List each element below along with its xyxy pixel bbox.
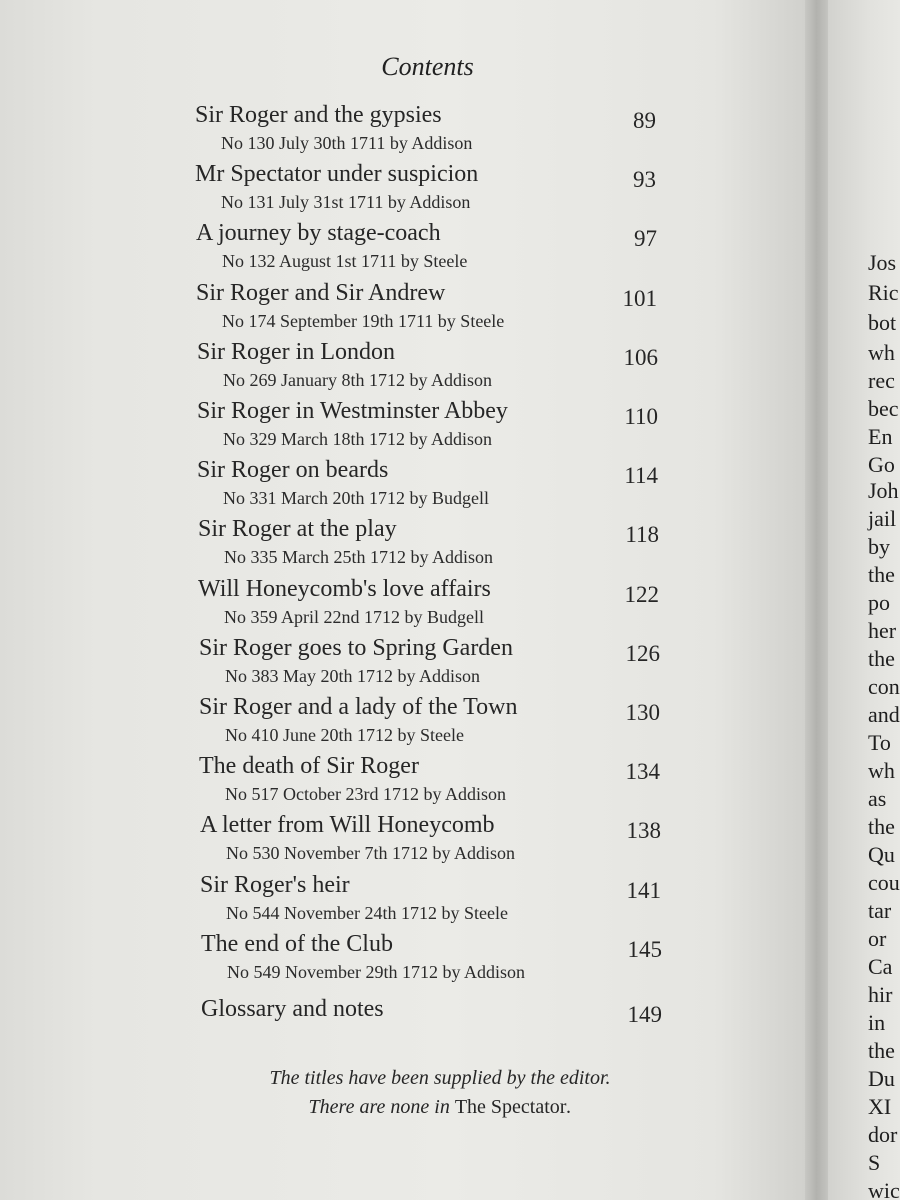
- editor-note-line-1: [0, 1067, 880, 1090]
- entry-issue-info: No 549 November 29th 1712 by Addison: [227, 962, 525, 982]
- entry-title: Sir Roger goes to Spring Garden: [199, 635, 513, 661]
- contents-entry: [197, 457, 662, 517]
- entry-issue-info: No 132 August 1st 1711 by Steele: [222, 251, 468, 271]
- editor-note-line-2: [0, 1096, 880, 1119]
- entry-page-number: 145: [627, 937, 662, 962]
- facing-page-text: Qu: [868, 842, 895, 867]
- facing-page-text: wic: [868, 1178, 900, 1200]
- facing-page-text: Ca: [868, 954, 893, 979]
- contents-entry: [196, 220, 661, 280]
- entry-title: A letter from Will Honeycomb: [200, 812, 495, 838]
- page-title: Contents: [381, 52, 474, 81]
- entry-title: Mr Spectator under suspicion: [195, 161, 479, 187]
- facing-page-text: the: [868, 1038, 895, 1063]
- editor-note-suffix: .: [566, 1096, 572, 1118]
- facing-page-text: the: [868, 646, 895, 671]
- entry-page-number: 110: [624, 404, 658, 429]
- entry-page-number: 106: [623, 345, 658, 370]
- facing-page-text: in: [868, 1010, 886, 1035]
- entry-page-number: 97: [634, 226, 657, 251]
- entry-title: A journey by stage-coach: [196, 220, 441, 246]
- entry-page-number: 141: [626, 878, 661, 903]
- entry-title: Sir Roger and Sir Andrew: [196, 280, 446, 306]
- facing-page-text: or: [868, 926, 887, 951]
- contents-entry: [197, 398, 662, 458]
- entry-title: Sir Roger and the gypsies: [195, 102, 442, 128]
- facing-page: [828, 0, 900, 1200]
- entry-title: Glossary and notes: [201, 996, 384, 1022]
- contents-entry: [196, 280, 661, 340]
- entry-page-number: 130: [625, 700, 660, 725]
- contents-entry: [195, 102, 660, 162]
- entry-title: Sir Roger in London: [197, 339, 395, 365]
- contents-entry: [200, 872, 665, 932]
- facing-page-text: Ric: [868, 280, 899, 305]
- facing-page-text: by: [868, 534, 890, 559]
- entry-page-number: 101: [622, 286, 657, 311]
- facing-page-text: rec: [868, 368, 895, 393]
- facing-page-text: her: [868, 618, 897, 643]
- entry-page-number: 93: [633, 167, 656, 192]
- entry-page-number: 134: [625, 759, 660, 784]
- entry-title: Will Honeycomb's love affairs: [198, 576, 491, 602]
- facing-page-text: bec: [868, 396, 899, 421]
- facing-page-text: as: [868, 786, 887, 811]
- contents-entry: [200, 812, 665, 872]
- publication-title: The Spectator: [454, 1096, 567, 1118]
- entry-page-number: 114: [624, 463, 658, 488]
- entry-page-number: 138: [626, 818, 661, 843]
- entry-issue-info: No 359 April 22nd 1712 by Budgell: [224, 607, 484, 627]
- entry-title: Sir Roger in Westminster Abbey: [197, 398, 508, 424]
- facing-page-text: S: [868, 1150, 881, 1175]
- entry-issue-info: No 530 November 7th 1712 by Addison: [226, 843, 515, 863]
- facing-page-text: the: [868, 562, 895, 587]
- editor-note-prefix: There are none in: [308, 1096, 455, 1118]
- entry-title: Sir Roger's heir: [200, 872, 350, 898]
- facing-page-text: and: [868, 702, 900, 727]
- facing-page-text: To: [868, 730, 891, 755]
- facing-page-text: tar: [868, 898, 892, 923]
- facing-page-text: hir: [868, 982, 893, 1007]
- contents-entry: [201, 996, 666, 1056]
- entry-page-number: 126: [625, 641, 660, 666]
- facing-page-text: wh: [868, 758, 895, 783]
- entry-issue-info: No 383 May 20th 1712 by Addison: [225, 666, 481, 686]
- editor-note-text: The titles have been supplied by the editor.: [269, 1067, 611, 1089]
- contents-entry: [197, 339, 662, 399]
- entry-issue-info: No 335 March 25th 1712 by Addison: [224, 547, 493, 567]
- entry-issue-info: No 131 July 31st 1711 by Addison: [221, 192, 471, 212]
- entry-title: The end of the Club: [201, 931, 393, 957]
- facing-page-text: the: [868, 814, 895, 839]
- facing-page-text: dor: [868, 1122, 898, 1147]
- facing-page-text: Jos: [868, 250, 897, 275]
- entry-issue-info: No 517 October 23rd 1712 by Addison: [225, 784, 506, 804]
- contents-entry: [198, 576, 663, 636]
- entry-issue-info: No 269 January 8th 1712 by Addison: [223, 370, 492, 390]
- entry-title: Sir Roger at the play: [198, 516, 397, 542]
- facing-page-text: jail: [868, 506, 897, 531]
- entry-page-number: 118: [625, 522, 659, 547]
- entry-title: The death of Sir Roger: [199, 753, 419, 779]
- entry-issue-info: No 544 November 24th 1712 by Steele: [226, 903, 508, 923]
- contents-entry: [198, 516, 663, 576]
- contents-entry: [195, 161, 660, 221]
- entry-issue-info: No 174 September 19th 1711 by Steele: [222, 311, 505, 331]
- entry-issue-info: No 130 July 30th 1711 by Addison: [221, 133, 473, 153]
- contents-entry: [199, 635, 664, 695]
- contents-entry: [199, 694, 664, 754]
- facing-page-text: Joh: [868, 478, 899, 503]
- contents-entry: [199, 753, 664, 813]
- facing-page-text: po: [868, 590, 890, 615]
- entry-title: Sir Roger on beards: [197, 457, 389, 483]
- facing-page-text: wh: [868, 340, 895, 365]
- entry-issue-info: No 331 March 20th 1712 by Budgell: [223, 488, 489, 508]
- entry-issue-info: No 410 June 20th 1712 by Steele: [225, 725, 464, 745]
- entry-page-number: 122: [624, 582, 659, 607]
- facing-page-text: cou: [868, 870, 900, 895]
- entry-issue-info: No 329 March 18th 1712 by Addison: [223, 429, 492, 449]
- facing-page-text: En: [868, 424, 893, 449]
- entry-page-number: 149: [627, 1002, 662, 1027]
- facing-page-text: bot: [868, 310, 897, 335]
- facing-page-text: con: [868, 674, 900, 699]
- contents-entry: [201, 931, 666, 991]
- entry-title: Sir Roger and a lady of the Town: [199, 694, 518, 720]
- entry-page-number: 89: [633, 108, 656, 133]
- facing-page-text: XI: [868, 1094, 892, 1119]
- facing-page-text: Du: [868, 1066, 895, 1091]
- facing-page-text: Go: [868, 452, 895, 477]
